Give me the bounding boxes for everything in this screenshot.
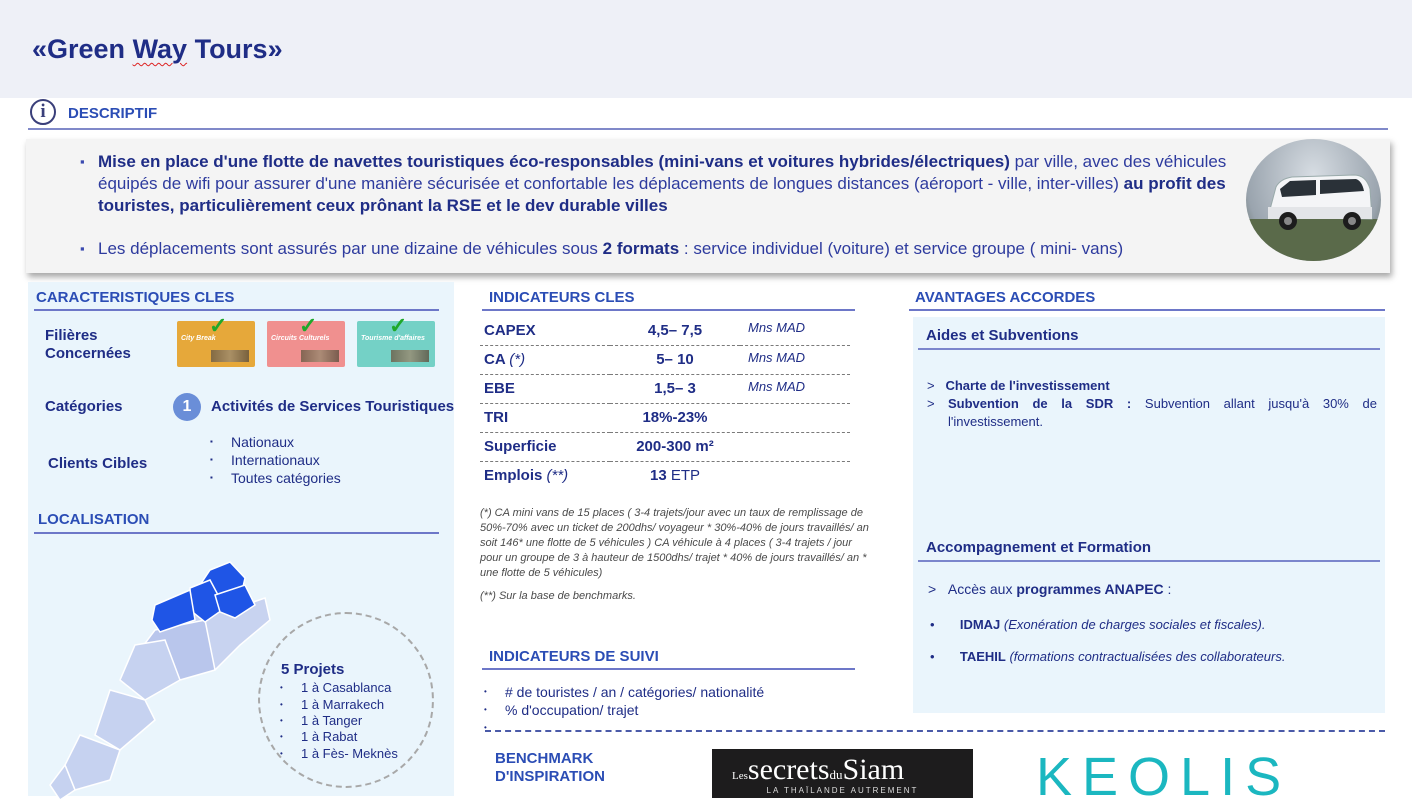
descriptif-label: DESCRIPTIF bbox=[68, 105, 158, 122]
localisation-underline bbox=[34, 532, 439, 534]
table-row: TRI 18%-23% bbox=[480, 403, 850, 432]
descriptif-paragraph-1: ▪ Mise en place d'une flotte de navettes touristiques éco-responsables (mini-vans et voitures hybrides/électriques) par ville, avec des véhicules équipés de wifi pour assurer d'une manière sécurisée et confortable les déplacements de longues distances (aéroport - ville, inter-villes) au profit des touristes, particulièrement ceux prônant la RSE et le dev durable villes bbox=[80, 152, 1227, 215]
van-photo bbox=[1246, 139, 1381, 261]
subvention-item: > Subvention de la SDR : Subvention allant jusqu'à 30% de l'investissement. bbox=[927, 396, 1377, 429]
client-item: ▪ Nationaux bbox=[210, 434, 295, 450]
client-item: ▪ Internationaux bbox=[210, 452, 320, 468]
check-icon: ✓ bbox=[299, 313, 318, 338]
table-row: Superficie 200-300 m² bbox=[480, 432, 850, 461]
benchmark-label: BENCHMARK D'INSPIRATION bbox=[495, 750, 605, 785]
project-item: • 1 à Rabat bbox=[280, 729, 358, 744]
indicateurs-title: INDICATEURS CLES bbox=[489, 289, 635, 306]
charte-item: > Charte de l'investissement bbox=[927, 378, 1110, 393]
suivi-title: INDICATEURS DE SUIVI bbox=[489, 648, 659, 665]
clients-label: Clients Cibles bbox=[48, 455, 148, 472]
caracteristiques-title: CARACTERISTIQUES CLES bbox=[36, 289, 235, 306]
indicateurs-underline bbox=[482, 309, 855, 311]
table-row: EBE 1,5– 3 Mns MAD bbox=[480, 374, 850, 403]
descriptif-paragraph-2: ▪ Les déplacements sont assurés par une dizaine de véhicules sous 2 formats : service individuel (voiture) et service groupe ( mini- vans) bbox=[80, 239, 1124, 258]
categories-label: Catégories bbox=[45, 398, 123, 415]
keolis-logo: KEOLIS bbox=[1036, 747, 1292, 807]
suivi-item: • # de touristes / an / catégories/ nationalité bbox=[484, 684, 765, 700]
categories-value: Activités de Services Touristiques bbox=[211, 398, 455, 415]
table-row: CA (*) 5– 10 Mns MAD bbox=[480, 345, 850, 374]
aides-underline bbox=[918, 348, 1380, 350]
indicateurs-table bbox=[480, 316, 850, 490]
project-item: • 1 à Casablanca bbox=[280, 680, 392, 695]
projects-title: 5 Projets bbox=[281, 661, 345, 678]
project-item: • 1 à Tanger bbox=[280, 713, 363, 728]
suivi-item: • % d'occupation/ trajet bbox=[484, 702, 639, 718]
accompagnement-underline bbox=[918, 560, 1380, 562]
descriptif-box bbox=[26, 139, 1390, 273]
client-item: ▪ Toutes catégories bbox=[210, 470, 341, 486]
chip-tourisme-affaires: Tourisme d'affaires ✓ bbox=[357, 321, 435, 367]
caracteristiques-underline bbox=[34, 309, 439, 311]
descriptif-header bbox=[28, 98, 1388, 130]
info-icon: i bbox=[30, 99, 56, 125]
categories-number-badge: 1 bbox=[173, 393, 201, 421]
localisation-title: LOCALISATION bbox=[38, 511, 150, 528]
idmaj-item: • IDMAJ (Exonération de charges sociales et fiscales). bbox=[930, 617, 1266, 632]
chip-circuits-culturels: Circuits Culturels ✓ bbox=[267, 321, 345, 367]
avantages-underline bbox=[909, 309, 1385, 311]
taehil-item: • TAEHIL (formations contractualisées des collaborateurs. bbox=[930, 649, 1286, 664]
page-title: «Green Way Tours» bbox=[32, 34, 283, 64]
footnote-emplois: (**) Sur la base de benchmarks. bbox=[480, 590, 636, 602]
project-item: • 1 à Fès- Meknès bbox=[280, 746, 398, 761]
suivi-underline bbox=[482, 668, 855, 670]
check-icon: ✓ bbox=[209, 313, 228, 338]
table-row: CAPEX 4,5– 7,5 Mns MAD bbox=[480, 316, 850, 345]
benchmark-divider bbox=[485, 730, 1385, 732]
aides-title: Aides et Subventions bbox=[926, 327, 1079, 344]
check-icon: ✓ bbox=[389, 313, 408, 338]
secrets-du-siam-logo: LessecretsduSiam LA THAÏLANDE AUTREMENT bbox=[712, 749, 973, 798]
table-row: Emplois (**) 13 ETP bbox=[484, 467, 701, 485]
morocco-map bbox=[40, 550, 280, 800]
chip-city-break: City Break ✓ bbox=[177, 321, 255, 367]
avantages-title: AVANTAGES ACCORDES bbox=[915, 289, 1096, 306]
footnote-ca: (*) CA mini vans de 15 places ( 3-4 trajets/jour avec un taux de remplissage de 50%-70% avec un ticket de 200dhs/ voyageur * 30%-40% de jours travaillés/ an soit 146* une flotte de 5 véhicules ) CA véhicule à 4 places ( 3-4 trajets / jour pour un groupe de 3 à hauteur de 1500dhs/ trajet * 40% de jours travaillés/ an * une flotte de 5 véhicules) bbox=[480, 507, 869, 579]
acces-item: > Accès aux programmes ANAPEC : bbox=[928, 581, 1172, 597]
accompagnement-title: Accompagnement et Formation bbox=[926, 539, 1152, 556]
project-item: • 1 à Marrakech bbox=[280, 697, 385, 712]
filieres-label: Filières Concernées bbox=[45, 327, 131, 362]
